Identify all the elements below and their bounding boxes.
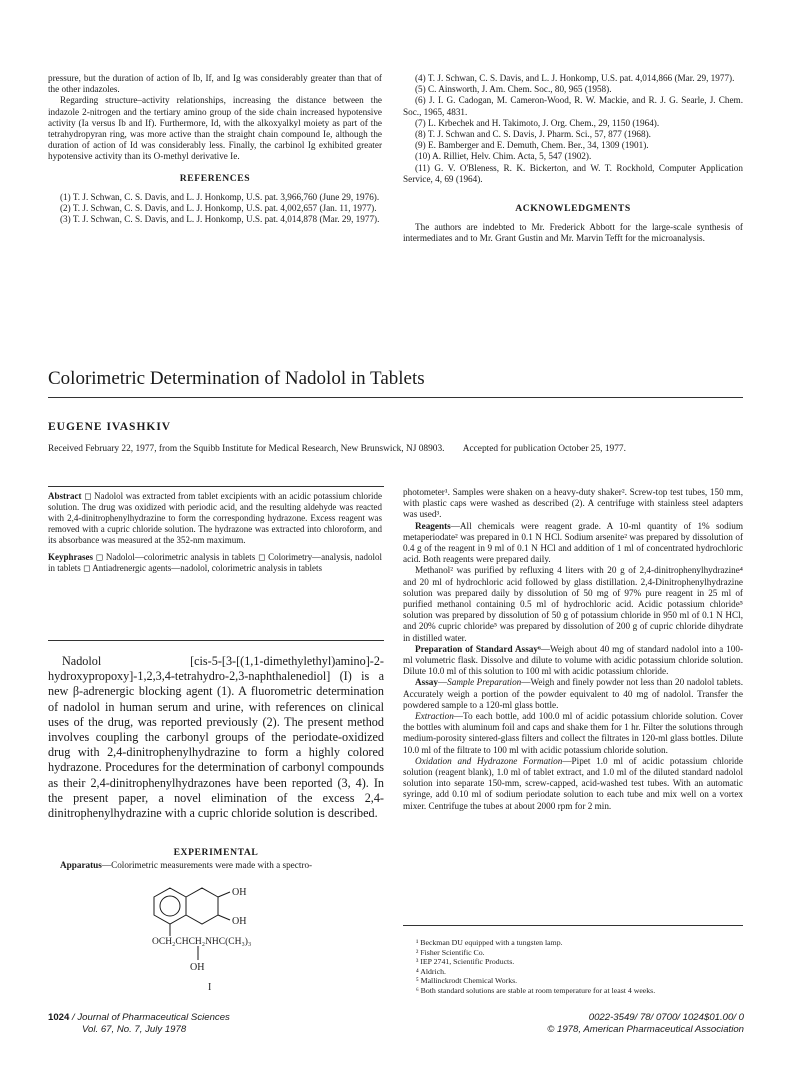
top-right-column bbox=[403, 73, 743, 245]
extraction-label: Extraction bbox=[415, 711, 454, 722]
reference-item: (8) T. J. Schwan and C. S. Davis, J. Pharm. Sci., 57, 877 (1968). bbox=[415, 129, 651, 140]
abstract-text: Nadolol was extracted from tablet excipients with an acidic potassium chloride solution. The drug was oxidized with periodic acid, and the resulting aldehyde was reacted with 2,4-dinitrophenylhydrazine to form the corresponding hydrazone. Excess reagent was removed with a cupric chloride solution. The hydrazone was extracted into chloroform, and its absorbance was measured at the 352-nm maximum. bbox=[48, 491, 382, 545]
divider bbox=[403, 925, 743, 926]
extraction-text: —To each bottle, add 100.0 ml of acidic potassium chloride solution. Cover the bottles with aluminum foil and caps and shake them for 1 hr. Filter the solutions through medium-porosity sintered-glass filters and collect the filtrates in 120-ml glass bottles. Dilute 10.0 ml of the filtrate to 100 ml with acidic potassium chloride solution. bbox=[403, 711, 743, 755]
lower-right-column bbox=[403, 487, 743, 812]
apparatus-paragraph bbox=[48, 860, 384, 871]
reagents-label: Reagents bbox=[415, 520, 451, 531]
abstract-box bbox=[48, 491, 382, 580]
article-title: Colorimetric Determination of Nadolol in Tablets bbox=[48, 368, 425, 389]
paragraph: Regarding structure–activity relationships, increasing the distance between the indazole 2-nitrogen and the tertiary amino group of the side chain increased hypotensive activity (Ia versus Ib and If). Furthermore, Id, with the alkoxyalkyl moiety as part of the tetrahydropyran ring, was more active than the straight chain compound Ie, although the duration of action of Id was considerably less. Finally, the carbinol Ig exhibited greater hypotensive activity than its O-methyl derivative Ie. bbox=[48, 95, 382, 162]
footnotes bbox=[416, 938, 746, 996]
divider bbox=[48, 397, 743, 398]
paragraph: pressure, but the duration of action of Ib, If, and Ig was considerably greater than that of the other indazoles. bbox=[48, 73, 382, 95]
reference-item: (11) G. V. O'Bleness, R. K. Bickerton, and W. T. Rockhold, Computer Application Service, 4, 69 (1964). bbox=[403, 162, 743, 184]
author-name: EUGENE IVASHKIV bbox=[48, 421, 172, 433]
abstract-label: Abstract bbox=[48, 491, 82, 501]
footer-left bbox=[48, 1012, 230, 1035]
footnote: ³ IEP 2741, Scientific Products. bbox=[416, 957, 515, 967]
acknowledgments-text: The authors are indebted to Mr. Frederick Abbott for the large-scale synthesis of intermediates and to Mr. Grant Gustin and Mr. Marvin Tefft for the microanalysis. bbox=[403, 222, 743, 244]
acknowledgments-heading: ACKNOWLEDGMENTS bbox=[515, 203, 631, 215]
received-text: Received February 22, 1977, from the Squibb Institute for Medical Research, New Brunswick, NJ 08903. bbox=[48, 444, 445, 454]
standard-label: Preparation of Standard Assay⁶ bbox=[415, 643, 541, 654]
keyphrases-label: Keyphrases bbox=[48, 552, 93, 562]
reference-item: (7) L. Krbechek and H. Takimoto, J. Org. Chem., 29, 1150 (1964). bbox=[415, 117, 660, 128]
reference-item: (3) T. J. Schwan, C. S. Davis, and L. J. Honkomp, U.S. pat. 4,014,878 (Mar. 29, 1977). bbox=[60, 214, 380, 225]
received-line bbox=[48, 443, 743, 455]
keyphrases bbox=[48, 552, 382, 574]
oxidation-paragraph bbox=[403, 756, 743, 812]
reagents-text: —All chemicals were reagent grade. A 10-ml quantity of 1% sodium metaperiodate² was prepared in 0.1 N HCl. Sodium arsenite² was prepared by dissolution of 0.4 g of the reagent in 9 ml of 0.1 N HCl and addition of 1 ml of concentrated hydrochloric acid. Both reagents were prepared daily. bbox=[403, 520, 743, 565]
experimental-heading: EXPERIMENTAL bbox=[173, 847, 259, 858]
benzene-ring bbox=[154, 888, 186, 924]
assay-sublabel: Sample Preparation bbox=[447, 677, 522, 688]
chemical-structure bbox=[140, 874, 340, 994]
cyclohexane-ring bbox=[186, 888, 218, 924]
references-heading: REFERENCES bbox=[179, 172, 251, 184]
footnote: ⁵ Mallinckrodt Chemical Works. bbox=[416, 976, 518, 986]
assay-paragraph: Assay—Sample Preparation—Weigh and finely powder not less than 20 nadolol tablets. Accurately weigh a portion of the powder equivalent to 40 mg of nadolol. Transfer the powdered sample to a 120-ml glass bottle. bbox=[403, 677, 743, 710]
compound-label: I bbox=[208, 982, 212, 993]
standard-text: —Weigh about 40 mg of standard nadolol into a 100-ml volumetric flask. Dissolve and dilute to volume with acidic potassium chloride solution. Dilute 10.0 ml of this solution to 100 ml with acidic potassium chloride. bbox=[403, 643, 744, 677]
volume-info: Vol. 67, No. 7, July 1978 bbox=[82, 1023, 187, 1035]
apparatus-text: —Colorimetric measurements were made with a spectro- bbox=[101, 860, 313, 870]
accepted-text: Accepted for publication October 25, 1977. bbox=[462, 444, 626, 454]
introduction bbox=[48, 654, 384, 821]
divider bbox=[48, 486, 384, 487]
paragraph: photometer¹. Samples were shaken on a heavy-duty shaker². Screw-top test tubes, 150 mm, with plastic caps were washed as described (2). A centrifuge with stainless steel adapters was used³. bbox=[403, 487, 743, 520]
oxidation-label: Oxidation and Hydrazone Formation bbox=[415, 755, 563, 766]
box-glyph: ◻ bbox=[84, 491, 92, 501]
intro-paragraph: Nadolol [cis-5-[3-[(1,1-dimethylethyl)amino]-2-hydroxypropoxy]-1,2,3,4-tetrahydro-2,3-naphthalenediol] (I) is a new β-adrenergic blocking agent (1). A fluorometric determination of nadolol in human serum and urine, with references on clinical uses of the drug, was reported previously (2). The present method involves coupling the carbonyl groups of the periodate-oxidized drug with 2,4-dinitrophenylhydrazine to form a highly colored hydrazone. Procedures for the determination of carbonyl compounds as their 2,4-dinitrophenylhydrazones have been reported (3, 4). In the present paper, a novel elimination of the excess 2,4-dinitrophenylhydrazine with a cupric chloride solution is described. bbox=[48, 654, 384, 821]
copyright: © 1978, American Pharmaceutical Association bbox=[547, 1023, 744, 1035]
keyphrases-text: Nadolol—colorimetric analysis in tablets ◻ Colorimetry—analysis, nadolol in tablets ◻ Antiadrenergic agents—nadolol, colorimetric analysis in tablets bbox=[48, 552, 383, 573]
assay-label: Assay bbox=[415, 677, 438, 688]
abstract bbox=[48, 491, 382, 546]
methanol-paragraph: Methanol² was purified by refluxing 4 liters with 20 g of 2,4-dinitrophenylhydrazine⁴ and 20 ml of hydrochloric acid followed by glass distillation. 2,4-Dinitrophenylhydrazine solution was prepared daily by dissolution of 50 mg of 97% pure reagent in 25 ml of purified methanol containing 0.5 ml of hydrochloric acid. Acidic potassium chloride⁵ solution was prepared by dissolution of 50 g of potassium chloride in 950 ml of 0.1 N HCl, and 20% cupric chloride⁵ was prepared by dissolution of 200 g of cupric chloride dihydrate in distilled water. bbox=[403, 565, 743, 643]
journal-name: / Journal of Pharmaceutical Sciences bbox=[72, 1012, 230, 1023]
extraction-paragraph bbox=[403, 711, 743, 756]
reference-item: (1) T. J. Schwan, C. S. Davis, and L. J. Honkomp, U.S. pat. 3,966,760 (June 29, 1976). bbox=[60, 191, 380, 202]
footnote: ⁶ Both standard solutions are stable at room temperature for at least 4 weeks. bbox=[416, 985, 656, 995]
oh-label: OH bbox=[232, 916, 247, 927]
article-code: 0022-3549/ 78/ 0700/ 1024$01.00/ 0 bbox=[588, 1012, 744, 1023]
reference-item: (6) J. I. G. Cadogan, M. Cameron-Wood, R. W. Mackie, and R. J. G. Searle, J. Chem. Soc., 1965, 4831. bbox=[403, 95, 743, 117]
oh-label: OH bbox=[190, 962, 205, 973]
side-chain-label: OCH₂CHCH₂NHC(CH₃)₃ bbox=[152, 937, 252, 947]
footnote: ¹ Beckman DU equipped with a tungsten lamp. bbox=[416, 938, 563, 947]
reagents-paragraph bbox=[403, 521, 743, 566]
reference-item: (5) C. Ainsworth, J. Am. Chem. Soc., 80, 965 (1958). bbox=[415, 84, 612, 95]
page-number: 1024 bbox=[48, 1012, 70, 1023]
assay-text: —Weigh and finely powder not less than 20 nadolol tablets. Accurately weigh a portion of the powder equivalent to 40 mg of nadolol. Transfer the powdered sample to a 120-ml glass bottle. bbox=[403, 677, 743, 710]
oxidation-text: —Pipet 1.0 ml of acidic potassium chloride solution (reagent blank), 1.0 ml of tablet extract, and 1.0 ml of the diluted standard nadolol solution into separate 150-mm, screw-capped, acid-washed test tubes. With an automatic syringe, add 0.10 ml of sodium periodate solution to each tube and mix well on a vortex mixer. Centrifuge the tubes at about 2000 rpm for 2 min. bbox=[403, 755, 743, 811]
aromatic-circle bbox=[160, 896, 180, 916]
reference-item: (4) T. J. Schwan, C. S. Davis, and L. J. Honkomp, U.S. pat. 4,014,866 (Mar. 29, 1977). bbox=[415, 73, 735, 83]
reference-item: (10) A. Rilliet, Helv. Chim. Acta, 5, 547 (1902). bbox=[415, 151, 592, 162]
footnote: ² Fisher Scientific Co. bbox=[416, 947, 485, 957]
box-glyph: ◻ bbox=[95, 552, 104, 562]
standard-paragraph bbox=[403, 644, 743, 678]
oh-label: OH bbox=[232, 887, 247, 898]
reference-item: (9) E. Bamberger and E. Demuth, Chem. Ber., 34, 1309 (1901). bbox=[415, 140, 649, 151]
apparatus-label: Apparatus bbox=[60, 860, 102, 870]
top-left-column bbox=[48, 73, 382, 225]
footnote: ⁴ Aldrich. bbox=[416, 966, 447, 976]
footer-right bbox=[480, 1012, 744, 1035]
reference-item: (2) T. J. Schwan, C. S. Davis, and L. J. Honkomp, U.S. pat. 4,002,657 (Jan. 11, 1977). bbox=[60, 203, 377, 214]
divider bbox=[48, 640, 384, 641]
